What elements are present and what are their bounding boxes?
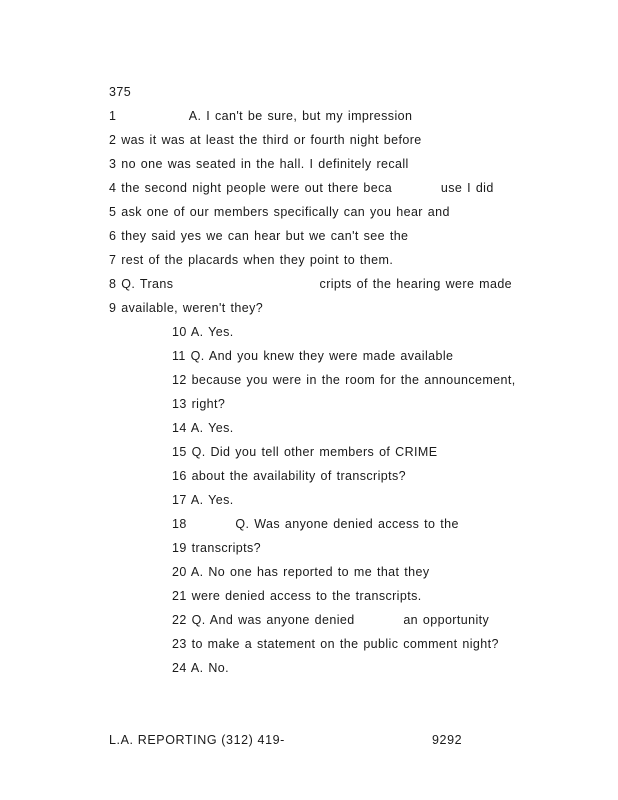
transcript-line: 22 Q. And was anyone denied an opportunity <box>172 613 490 627</box>
transcript-line: 2 was it was at least the third or fourth night before <box>109 133 422 147</box>
transcript-line: 17 A. Yes. <box>172 493 234 507</box>
footer-reporter: L.A. REPORTING (312) 419- <box>109 733 285 747</box>
transcript-line: 24 A. No. <box>172 661 230 675</box>
page-number: 375 <box>109 85 132 99</box>
transcript-line: 18 Q. Was anyone denied access to the <box>172 517 459 531</box>
transcript-line: 3 no one was seated in the hall. I definitely recall <box>109 157 409 171</box>
transcript-line: 6 they said yes we can hear but we can't see the <box>109 229 409 243</box>
transcript-line: 16 about the availability of transcripts? <box>172 469 407 483</box>
transcript-line: 20 A. No one has reported to me that they <box>172 565 430 579</box>
transcript-line: 12 because you were in the room for the announcement, <box>172 373 516 387</box>
transcript-line: 4 the second night people were out there beca use I did <box>109 181 494 195</box>
footer-number: 9292 <box>432 733 463 747</box>
transcript-line: 11 Q. And you knew they were made available <box>172 349 454 363</box>
transcript-line: 1 A. I can't be sure, but my impression <box>109 109 413 123</box>
transcript-line: 23 to make a statement on the public comment night? <box>172 637 499 651</box>
transcript-line: 8 Q. Trans cripts of the hearing were made <box>109 277 513 291</box>
transcript-line: 5 ask one of our members specifically can you hear and <box>109 205 450 219</box>
transcript-line: 13 right? <box>172 397 226 411</box>
transcript-line: 19 transcripts? <box>172 541 261 555</box>
transcript-line: 7 rest of the placards when they point to them. <box>109 253 394 267</box>
transcript-line: 21 were denied access to the transcripts. <box>172 589 422 603</box>
transcript-line: 14 A. Yes. <box>172 421 234 435</box>
transcript-line: 10 A. Yes. <box>172 325 234 339</box>
transcript-line: 9 available, weren't they? <box>109 301 264 315</box>
transcript-line: 15 Q. Did you tell other members of CRIME <box>172 445 438 459</box>
